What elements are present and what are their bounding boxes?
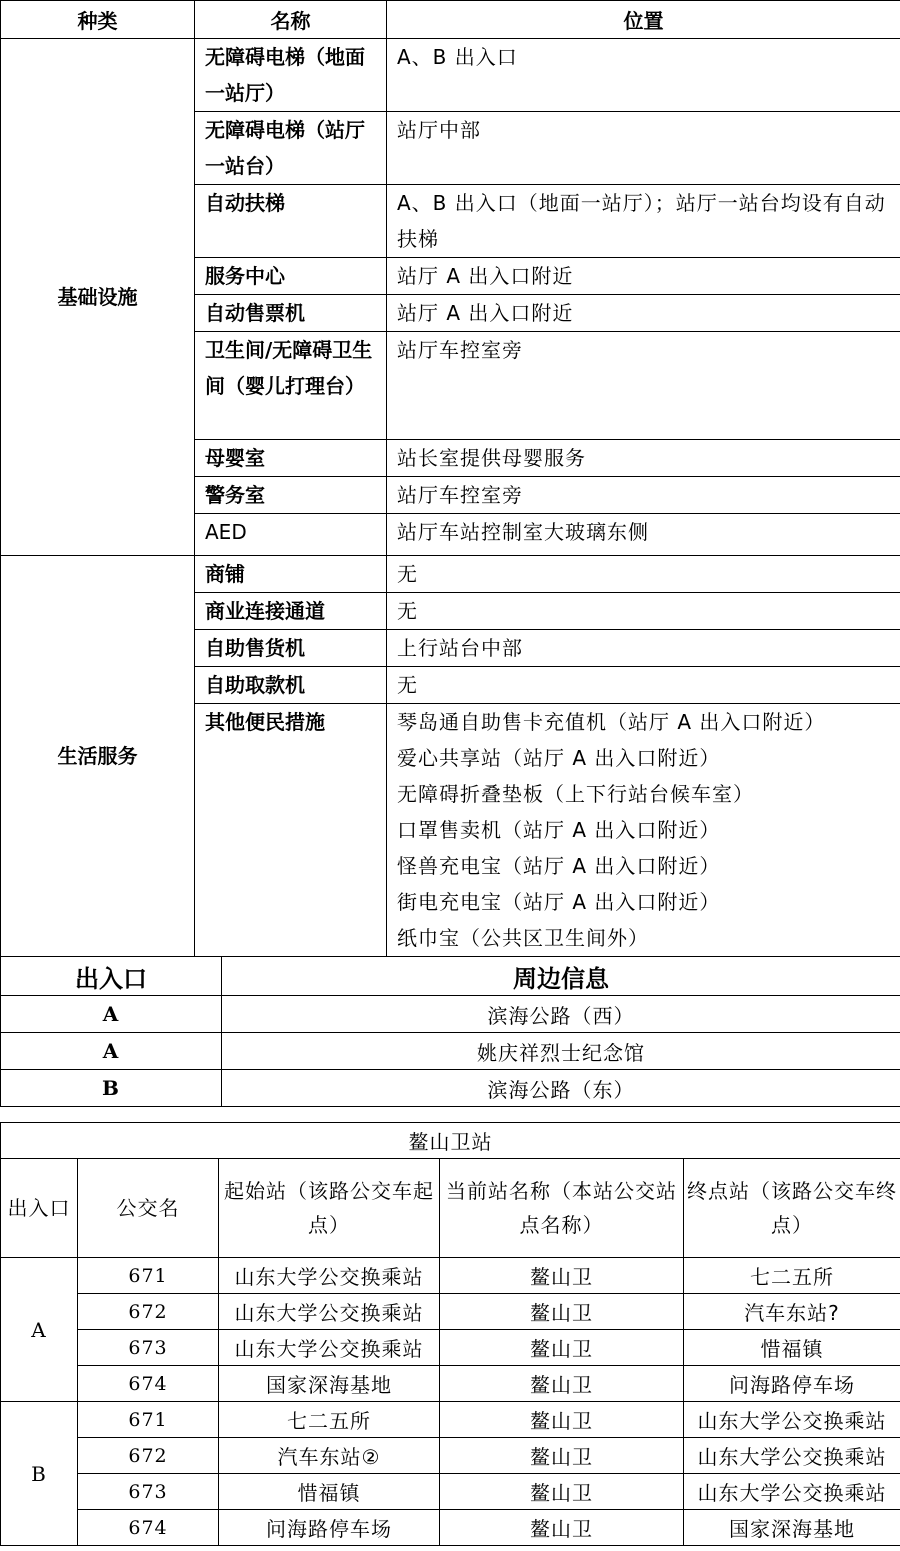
facility-name: 自动售票机 [195, 295, 387, 332]
table-row [1, 1258, 900, 1294]
end-station: 山东大学公交换乘站 [684, 1402, 900, 1438]
header-bus-line: 公交名 [78, 1159, 219, 1258]
bus-line: 673 [78, 1474, 219, 1510]
list-item: 爱心共享站（站厅 A 出入口附近） [397, 746, 721, 770]
end-station: 山东大学公交换乘站 [684, 1438, 900, 1474]
start-station: 国家深海基地 [219, 1366, 440, 1402]
table-row [1, 1474, 900, 1510]
facility-location: 站厅车站控制室大玻璃东侧 [387, 514, 900, 556]
surroundings-cell: 姚庆祥烈士纪念馆 [222, 1033, 900, 1070]
end-station: 汽车东站? [684, 1294, 900, 1330]
exits-table [0, 956, 900, 1107]
current-station: 鳌山卫 [440, 1258, 684, 1294]
bus-line: 673 [78, 1330, 219, 1366]
table-row [1, 1330, 900, 1366]
facility-location: 无 [387, 593, 900, 630]
facility-name: 服务中心 [195, 258, 387, 295]
exit-cell: A [1, 996, 222, 1033]
list-item: 怪兽充电宝（站厅 A 出入口附近） [397, 854, 721, 878]
end-station: 山东大学公交换乘站 [684, 1474, 900, 1510]
end-station: 问海路停车场 [684, 1366, 900, 1402]
surroundings-cell: 滨海公路（东） [222, 1070, 900, 1107]
facility-location: 站长室提供母婴服务 [387, 440, 900, 477]
current-station: 鳌山卫 [440, 1294, 684, 1330]
start-station: 七二五所 [219, 1402, 440, 1438]
end-station: 七二五所 [684, 1258, 900, 1294]
header-name: 名称 [195, 1, 387, 39]
table-row [1, 1294, 900, 1330]
facility-name: 警务室 [195, 477, 387, 514]
facility-location-list [387, 704, 900, 957]
station-title: 鳌山卫站 [1, 1123, 900, 1159]
facility-location: A、B 出入口 [387, 39, 900, 112]
facility-name: 其他便民措施 [195, 704, 387, 957]
header-current-station: 当前站名称（本站公交站点名称） [440, 1159, 684, 1258]
facility-name: 无障碍电梯（地面一站厅） [195, 39, 387, 112]
start-station: 山东大学公交换乘站 [219, 1294, 440, 1330]
start-station: 问海路停车场 [219, 1510, 440, 1546]
bus-table [0, 1122, 900, 1546]
facility-name: 卫生间/无障碍卫生间（婴儿打理台） [195, 332, 387, 440]
bus-title-row [1, 1123, 900, 1159]
start-station: 汽车东站② [219, 1438, 440, 1474]
end-station: 国家深海基地 [684, 1510, 900, 1546]
current-station: 鳌山卫 [440, 1366, 684, 1402]
start-station: 山东大学公交换乘站 [219, 1330, 440, 1366]
header-exit: 出入口 [1, 1159, 78, 1258]
bus-header-row [1, 1159, 900, 1258]
facility-name: 母婴室 [195, 440, 387, 477]
end-station: 惜福镇 [684, 1330, 900, 1366]
category-cell: 基础设施 [1, 39, 195, 556]
surroundings-cell: 滨海公路（西） [222, 996, 900, 1033]
list-item: 街电充电宝（站厅 A 出入口附近） [397, 890, 721, 914]
table-row [1, 1402, 900, 1438]
list-item: 琴岛通自助售卡充值机（站厅 A 出入口附近） [397, 710, 826, 734]
current-station: 鳌山卫 [440, 1438, 684, 1474]
bus-line: 674 [78, 1366, 219, 1402]
list-item: 纸巾宝（公共区卫生间外） [397, 926, 649, 950]
facility-name: 商业连接通道 [195, 593, 387, 630]
exit-group-cell: B [1, 1402, 78, 1546]
header-location: 位置 [387, 1, 900, 39]
category-cell: 生活服务 [1, 556, 195, 957]
exit-cell: A [1, 1033, 222, 1070]
bus-line: 674 [78, 1510, 219, 1546]
table-row [1, 1510, 900, 1546]
header-exit: 出入口 [1, 957, 222, 996]
facility-name: AED [195, 514, 387, 556]
exit-group-cell: A [1, 1258, 78, 1402]
bus-line: 671 [78, 1258, 219, 1294]
header-surroundings: 周边信息 [222, 957, 900, 996]
table-row [1, 1070, 900, 1107]
facility-location: 无 [387, 667, 900, 704]
facility-location: 无 [387, 556, 900, 593]
exit-cell: B [1, 1070, 222, 1107]
header-end-station: 终点站（该路公交车终点） [684, 1159, 900, 1258]
exits-header-row [1, 957, 900, 996]
facility-location: 上行站台中部 [387, 630, 900, 667]
facility-row [1, 556, 900, 593]
header-category: 种类 [1, 1, 195, 39]
start-station: 惜福镇 [219, 1474, 440, 1510]
bus-line: 672 [78, 1294, 219, 1330]
list-item: 无障碍折叠垫板（上下行站台候车室） [397, 782, 754, 806]
facility-name: 商铺 [195, 556, 387, 593]
facility-row [1, 39, 900, 112]
facility-location: 站厅中部 [387, 112, 900, 185]
start-station: 山东大学公交换乘站 [219, 1258, 440, 1294]
facility-location: 站厅 A 出入口附近 [387, 295, 900, 332]
facility-name: 自助取款机 [195, 667, 387, 704]
facility-name: 无障碍电梯（站厅一站台） [195, 112, 387, 185]
bus-line: 671 [78, 1402, 219, 1438]
current-station: 鳌山卫 [440, 1330, 684, 1366]
current-station: 鳌山卫 [440, 1510, 684, 1546]
current-station: 鳌山卫 [440, 1474, 684, 1510]
table-row [1, 1033, 900, 1070]
facility-name: 自助售货机 [195, 630, 387, 667]
list-item: 口罩售卖机（站厅 A 出入口附近） [397, 818, 721, 842]
facilities-header-row [1, 1, 900, 39]
table-row [1, 996, 900, 1033]
bus-line: 672 [78, 1438, 219, 1474]
facility-name: 自动扶梯 [195, 185, 387, 258]
facility-location: A、B 出入口（地面一站厅）；站厅一站台均设有自动扶梯 [387, 185, 900, 258]
facility-location: 站厅 A 出入口附近 [387, 258, 900, 295]
table-row [1, 1438, 900, 1474]
facility-location: 站厅车控室旁 [387, 477, 900, 514]
header-start-station: 起始站（该路公交车起点） [219, 1159, 440, 1258]
facility-location: 站厅车控室旁 [387, 332, 900, 440]
table-row [1, 1366, 900, 1402]
current-station: 鳌山卫 [440, 1402, 684, 1438]
